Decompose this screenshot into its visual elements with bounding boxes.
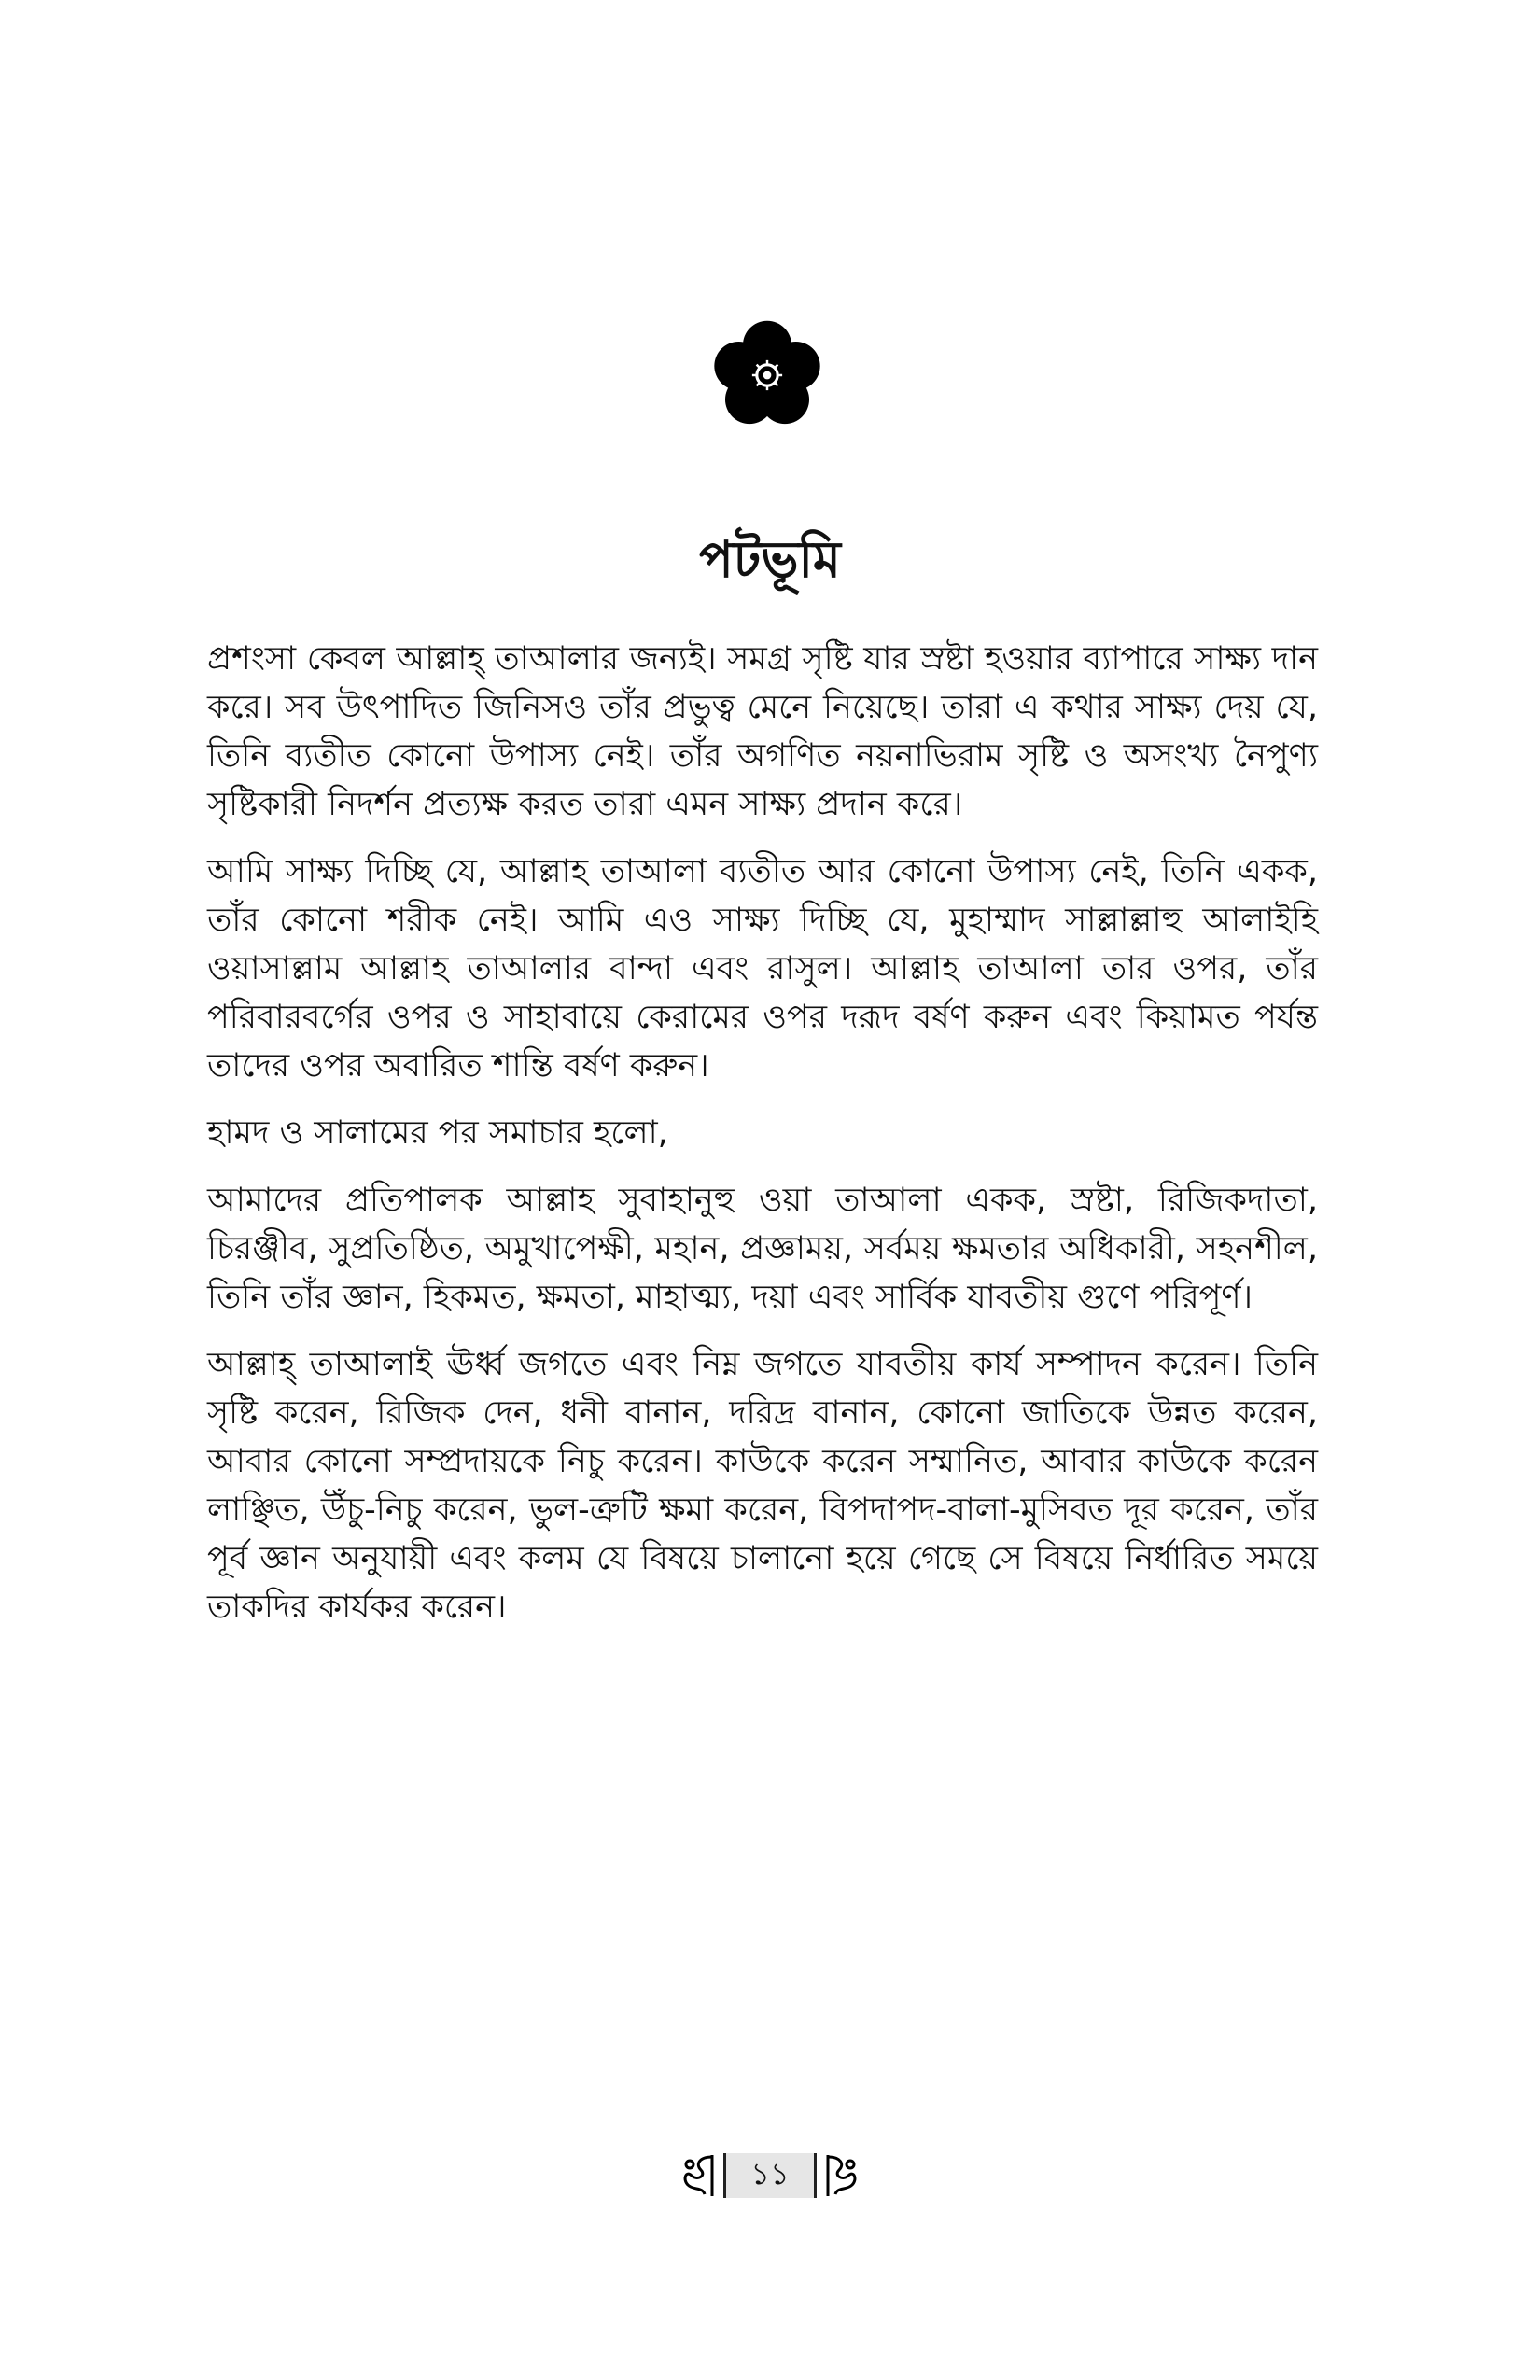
page-number: ১১: [723, 2153, 817, 2198]
paragraph-2: আমি সাক্ষ্য দিচ্ছি যে, আল্লাহ তাআলা ব্যতীত আর কোনো উপাস্য নেই, তিনি একক, তাঁর কোনো শরীক নেই। আমি এও সাক্ষ্য দিচ্ছি যে, মুহাম্মাদ সাল্লাল্লাহু আলাইহি ওয়াসাল্লাম আল্লাহ তাআলার বান্দা এবং রাসুল। আল্লাহ তাআলা তার ওপর, তাঁর পরিবারবর্গের ওপর ও সাহাবায়ে কেরামের ওপর দরূদ বর্ষণ করুন এবং কিয়ামত পর্যন্ত তাদের ওপর অবারিত শান্তি বর্ষণ করুন।: [207, 853, 1318, 1085]
body-text: [207, 635, 1318, 1650]
flower-ornament-icon: [709, 317, 825, 433]
scroll-ornament-left-icon: [679, 2151, 716, 2200]
paragraph-5: আল্লাহ্‌ তাআলাই ঊর্ধ্ব জগতে এবং নিম্ন জগতে যাবতীয় কার্য সম্পাদন করেন। তিনি সৃষ্টি করেন, রিজিক দেন, ধনী বানান, দরিদ্র বানান, কোনো জাতিকে উন্নত করেন, আবার কোনো সম্প্রদায়কে নিচু করেন। কাউকে করেন সম্মানিত, আবার কাউকে করেন লাঞ্ছিত, উঁচু-নিচু করেন, ভুল-ত্রুটি ক্ষমা করেন, বিপদাপদ-বালা-মুসিবত দূর করেন, তাঁর পূর্ব জ্ঞান অনুযায়ী এবং কলম যে বিষয়ে চালানো হয়ে গেছে সে বিষয়ে নির্ধারিত সময়ে তাকদির কার্যকর করেন।: [207, 1346, 1318, 1626]
paragraph-4: আমাদের প্রতিপালক আল্লাহ সুবাহানুহু ওয়া তাআলা একক, স্রষ্টা, রিজিকদাতা, চিরঞ্জীব, সুপ্রতিষ্ঠিত, অমুখাপেক্ষী, মহান, প্রজ্ঞাময়, সর্বময় ক্ষমতার অধিকারী, সহনশীল, তিনি তাঁর জ্ঞান, হিকমত, ক্ষমতা, মাহাত্ম্য, দয়া এবং সার্বিক যাবতীয় গুণে পরিপূর্ণ।: [207, 1182, 1318, 1316]
page-title: পটভূমি: [699, 530, 841, 589]
paragraph-1: প্রশংসা কেবল আল্লাহ্‌ তাআলার জন্যই। সমগ্র সৃষ্টি যার স্রষ্টা হওয়ার ব্যাপারে সাক্ষ্য দান করে। সব উৎপাদিত জিনিসও তাঁর প্রভুত্ব মেনে নিয়েছে। তারা এ কথার সাক্ষ্য দেয় যে, তিনি ব্যতীত কোনো উপাস্য নেই। তাঁর অগণিত নয়নাভিরাম সৃষ্টি ও অসংখ্য নৈপুণ্য সৃষ্টিকারী নিদর্শন প্রত্যক্ষ করত তারা এমন সাক্ষ্য প্রদান করে।: [207, 640, 1318, 823]
scroll-ornament-right-icon: [824, 2151, 861, 2200]
page-footer: [0, 2151, 1540, 2200]
paragraph-3: হামদ ও সালামের পর সমাচার হলো,: [207, 1114, 668, 1152]
